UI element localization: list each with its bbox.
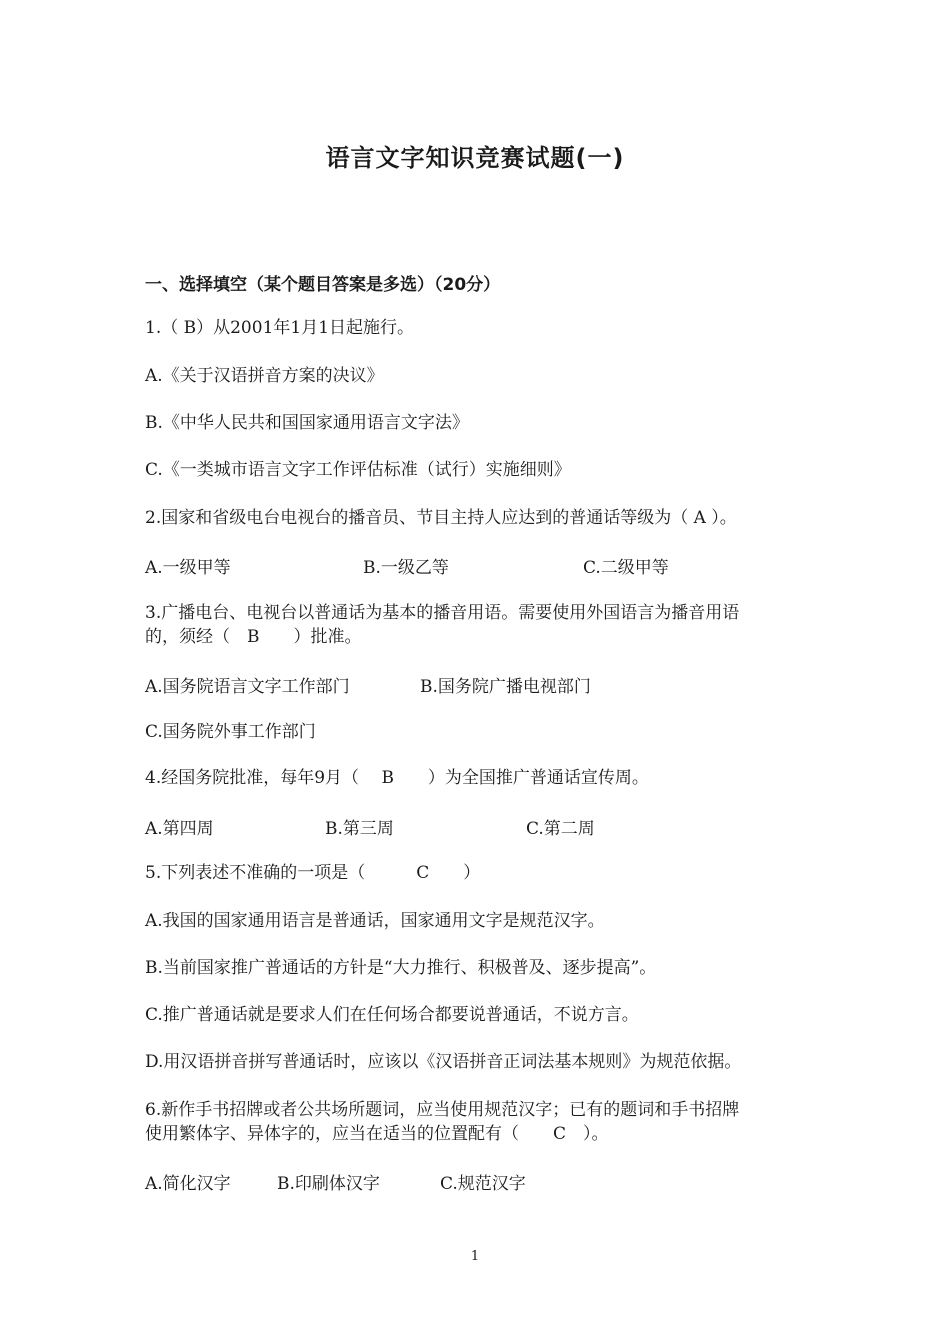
page-number: 1 xyxy=(470,1249,480,1264)
question-3-stem-line-2: 的，须经（ B ）批准。 xyxy=(145,627,362,647)
question-4-stem: 4.经国务院批准，每年9月（ B ）为全国推广普通话宣传周。 xyxy=(145,768,649,788)
question-5-option-d: D.用汉语拼音拼写普通话时，应该以《汉语拼音正词法基本规则》为规范依据。 xyxy=(145,1052,742,1072)
question-1-option-a: A.《关于汉语拼音方案的决议》 xyxy=(145,366,384,386)
question-6-stem-line-2: 使用繁体字、异体字的，应当在适当的位置配有（ C ）。 xyxy=(145,1124,609,1144)
question-3-option-b: B.国务院广播电视部门 xyxy=(420,677,591,697)
question-2-option-a: A.一级甲等 xyxy=(145,558,231,578)
question-4-option-b: B.第三周 xyxy=(325,819,394,839)
question-1-stem: 1.（ B）从2001年1月1日起施行。 xyxy=(145,318,415,338)
question-2-stem: 2.国家和省级电台电视台的播音员、节目主持人应达到的普通话等级为（ A ）。 xyxy=(145,508,737,528)
question-3-option-a: A.国务院语言文字工作部门 xyxy=(145,677,350,697)
question-5-option-b: B.当前国家推广普通话的方针是“大力推行、积极普及、逐步提高”。 xyxy=(145,958,657,978)
section-heading: 一、选择填空（某个题目答案是多选）（20分） xyxy=(145,275,501,295)
question-1-option-c: C.《一类城市语言文字工作评估标准（试行）实施细则》 xyxy=(145,460,571,480)
question-6-stem-line-1: 6.新作手书招牌或者公共场所题词，应当使用规范汉字；已有的题词和手书招牌 xyxy=(145,1100,740,1120)
question-3-stem-line-1: 3.广播电台、电视台以普通话为基本的播音用语。需要使用外国语言为播音用语 xyxy=(145,603,740,623)
question-5-stem: 5.下列表述不准确的一项是（ C ） xyxy=(145,863,481,883)
question-6-option-a: A.简化汉字 xyxy=(145,1174,231,1194)
question-6-option-b: B.印刷体汉字 xyxy=(277,1174,380,1194)
question-4-option-a: A.第四周 xyxy=(145,819,214,839)
question-2-option-b: B.一级乙等 xyxy=(363,558,449,578)
question-5-option-a: A.我国的国家通用语言是普通话，国家通用文字是规范汉字。 xyxy=(145,911,605,931)
question-5-option-c: C.推广普通话就是要求人们在任何场合都要说普通话，不说方言。 xyxy=(145,1005,639,1025)
question-3-option-c: C.国务院外事工作部门 xyxy=(145,722,316,742)
document-title: 语言文字知识竞赛试题(一) xyxy=(325,144,625,172)
question-2-option-c: C.二级甲等 xyxy=(583,558,669,578)
question-4-option-c: C.第二周 xyxy=(526,819,595,839)
question-6-option-c: C.规范汉字 xyxy=(440,1174,526,1194)
question-1-option-b: B.《中华人民共和国国家通用语言文字法》 xyxy=(145,413,469,433)
